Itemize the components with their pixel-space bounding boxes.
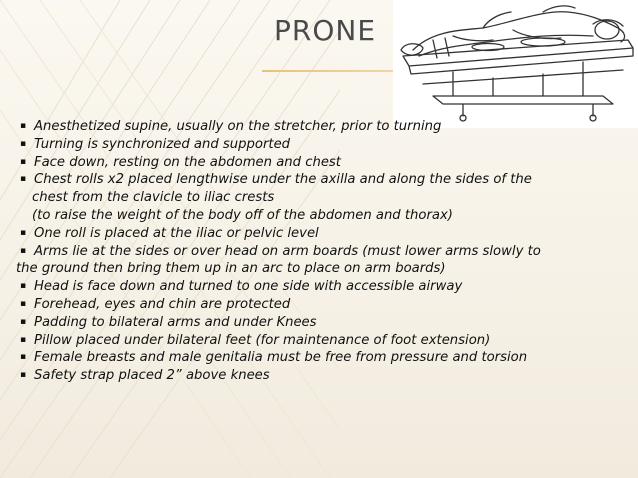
list-item [16, 136, 628, 154]
bullet-marker: ▪ [20, 352, 27, 363]
bullet-marker: ▪ [20, 298, 27, 309]
bullet-text: Safety strap placed 2” above knees [34, 368, 270, 384]
bullet-text: Female breasts and male genitalia must be free from pressure and torsion [34, 350, 528, 366]
list-item [16, 154, 628, 172]
list-item [16, 332, 628, 350]
list-item [16, 296, 628, 314]
bullet-text: Chest rolls x2 placed lengthwise under the axilla and along the sides of the [34, 172, 532, 188]
title-underline [262, 70, 394, 72]
bullet-marker: ▪ [20, 227, 27, 238]
list-item [16, 171, 628, 224]
bullet-list [16, 118, 628, 385]
bullet-text: Pillow placed under bilateral feet (for maintenance of foot extension) [34, 332, 491, 348]
bullet-marker: ▪ [20, 370, 27, 381]
bullet-text-continuation: (to raise the weight of the body off of the abdomen and thorax) [32, 207, 453, 223]
bullet-text: Padding to bilateral arms and under Knees [34, 314, 317, 330]
bullet-text: One roll is placed at the iliac or pelvic level [34, 225, 319, 241]
bullet-text: Anesthetized supine, usually on the stretcher, prior to turning [34, 119, 442, 134]
bullet-text: Face down, resting on the abdomen and chest [34, 154, 341, 170]
list-item [16, 243, 628, 279]
list-item [16, 278, 628, 296]
list-item [16, 118, 628, 136]
bullet-marker: ▪ [20, 121, 27, 131]
bullet-marker: ▪ [20, 245, 27, 256]
bullet-text: Turning is synchronized and supported [34, 136, 291, 152]
bullet-marker: ▪ [20, 316, 27, 327]
page-title: PRONE [274, 14, 377, 47]
bullet-marker: ▪ [20, 174, 27, 185]
bullet-marker: ▪ [20, 334, 27, 345]
bullet-text: Head is face down and turned to one side with accessible airway [34, 279, 463, 295]
list-item [16, 225, 628, 243]
bullet-marker: ▪ [20, 281, 27, 292]
bullet-text-continuation: the ground then bring them up in an arc to place on arm boards) [16, 261, 446, 277]
list-item [16, 349, 628, 367]
bullet-text: Forehead, eyes and chin are protected [34, 296, 291, 312]
prone-position-illustration [393, 0, 638, 128]
bullet-text: Arms lie at the sides or over head on arm boards (must lower arms slowly to [34, 243, 541, 259]
patient-on-table-image [393, 0, 638, 128]
list-item [16, 367, 628, 385]
bullet-marker: ▪ [20, 156, 27, 167]
list-item [16, 314, 628, 332]
bullet-marker: ▪ [20, 138, 27, 149]
bullet-text-continuation: chest from the clavicle to iliac crests [32, 190, 275, 206]
